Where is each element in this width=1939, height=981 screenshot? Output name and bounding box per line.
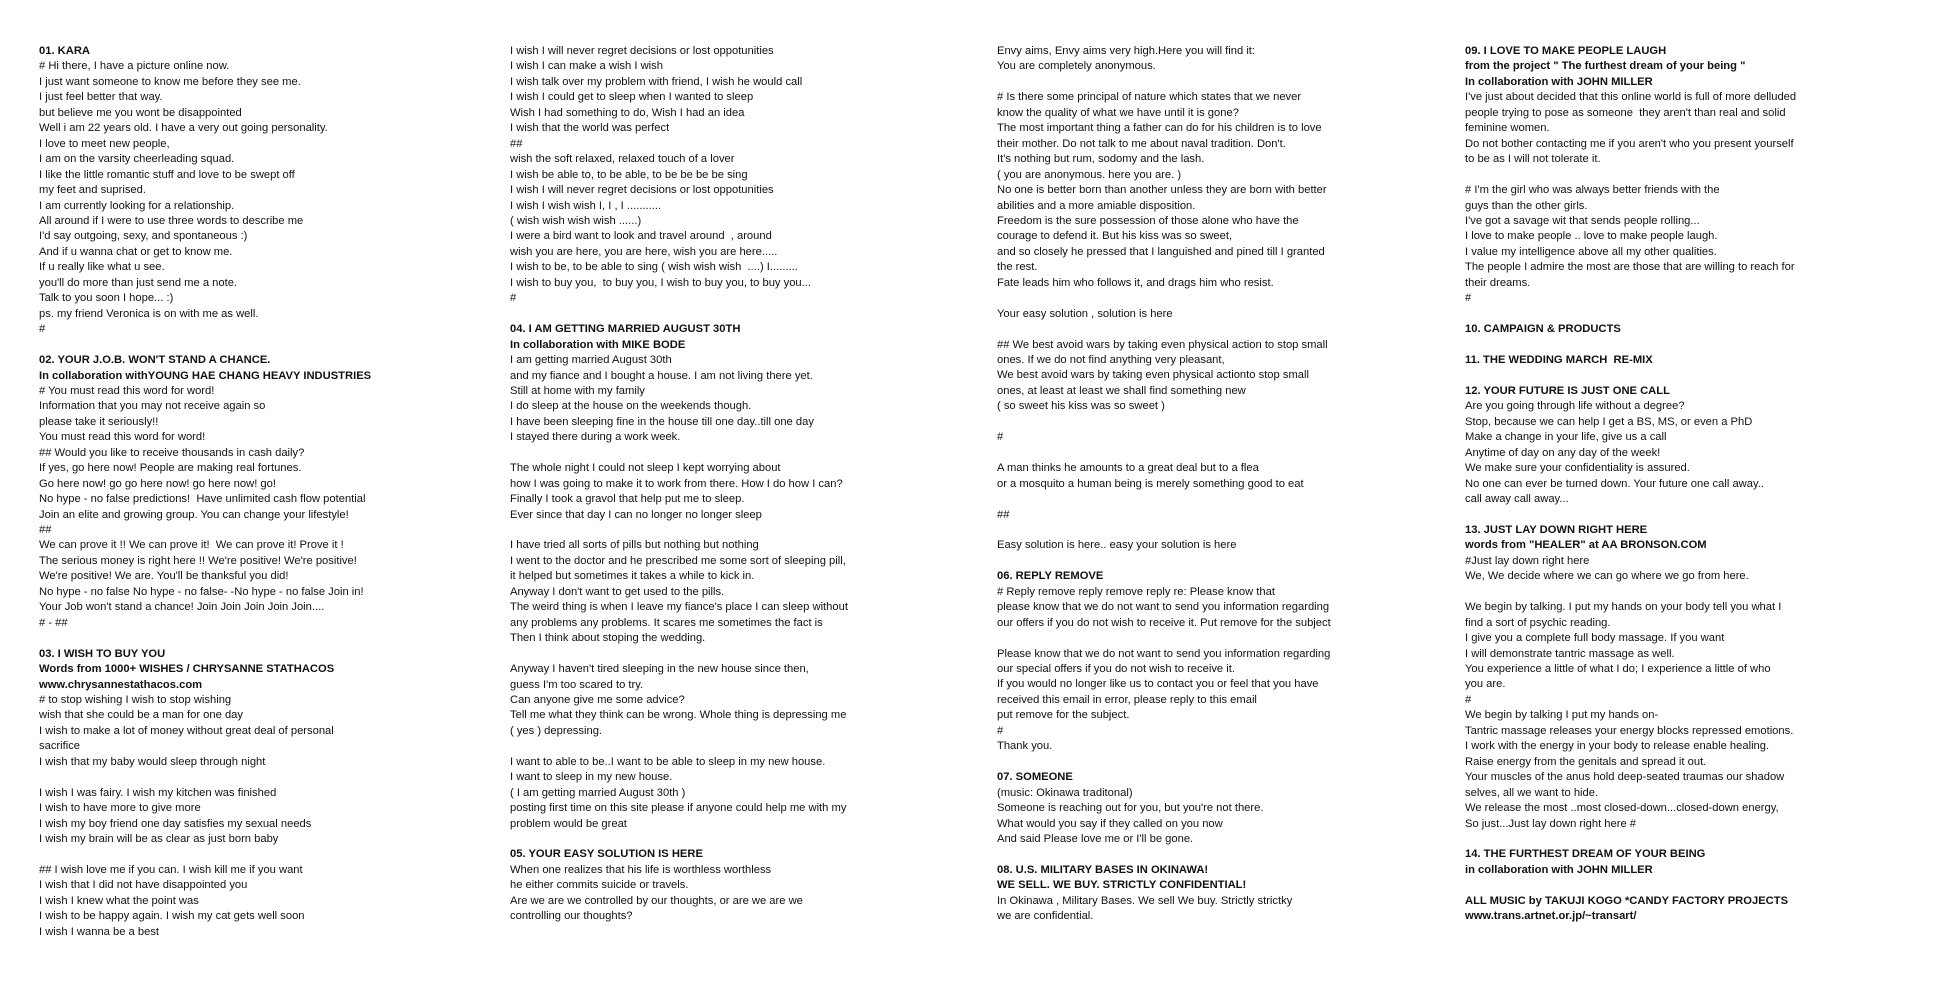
section-title: 01. KARA — [39, 45, 90, 57]
text-line: And said Please love me or I'll be gone. — [997, 832, 1194, 845]
text-line: or a mosquito a human being is merely something good to eat — [997, 477, 1304, 490]
text-line: call away call away... — [1465, 493, 1569, 506]
text-line: I wish I will never regret decisions or lost oppotunities — [510, 184, 774, 197]
text-line: courage to defend it. But his kiss was so sweet, — [997, 230, 1233, 243]
section-title: 02. YOUR J.O.B. WON'T STAND A CHANCE. — [39, 354, 271, 367]
text-line: We can prove it !! We can prove it! We can prove it! Prove it ! — [39, 539, 344, 552]
text-line — [1465, 168, 1910, 183]
text-line: guys than the other girls. — [1465, 199, 1588, 212]
text-line: I stayed there during a work week. — [510, 431, 681, 444]
text-line: ## — [997, 508, 1010, 521]
text-line: We make sure your confidentiality is assured. — [1465, 462, 1690, 475]
text-line — [997, 291, 1369, 306]
text-line — [997, 631, 1369, 646]
text-line: I wish be able to, to be able, to be be be be sing — [510, 168, 748, 181]
text-line: I wish I was fairy. I wish my kitchen was finished — [39, 786, 277, 799]
text-line: I wish I can make a wish I wish — [510, 60, 663, 73]
text-line: And if u wanna chat or get to know me. — [39, 245, 233, 258]
text-line: ones, at least at least we shall find something new — [997, 384, 1246, 397]
text-line: You experience a little of what I do; I experience a little of who — [1465, 663, 1771, 676]
section-title: 11. THE WEDDING MARCH RE-MIX — [1465, 354, 1653, 367]
text-line: controlling our thoughts? — [510, 910, 633, 923]
text-line: our offers if you do not wish to receive it. Put remove for the subject — [997, 616, 1331, 629]
text-line: We begin by talking I put my hands on- — [1465, 709, 1659, 722]
text-line: their mother. Do not talk to me about naval tradition. Don't. — [997, 137, 1286, 150]
text-line: problem would be great — [510, 817, 627, 830]
section — [997, 770, 1369, 847]
text-line: In Okinawa , Military Bases. We sell We buy. Strictly strictky — [997, 894, 1293, 907]
text-line: I wish that I did not have disappointed you — [39, 879, 248, 892]
text-line: I want to able to be..I want to be able to sleep in my new house. — [510, 755, 826, 768]
text-line: abilities and a more amiable disposition. — [997, 199, 1196, 212]
text-line: selves, all we want to hide. — [1465, 786, 1599, 799]
text-line: you'll do more than just send me a note. — [39, 276, 238, 289]
text-line: I am currently looking for a relationship. — [39, 199, 235, 212]
text-line: wish the soft relaxed, relaxed touch of a lover — [510, 153, 735, 166]
text-column-1 — [39, 44, 411, 940]
section-title: 06. REPLY REMOVE — [997, 570, 1104, 583]
section-title: 14. THE FURTHEST DREAM OF YOUR BEING — [1465, 848, 1706, 861]
text-line: # Is there some principal of nature which states that we never — [997, 91, 1302, 104]
section-subtitle: WE SELL. WE BUY. STRICTLY CONFIDENTIAL! — [997, 879, 1247, 892]
text-line: Freedom is the sure possession of those alone who have the — [997, 214, 1299, 227]
text-line: I just want someone to know me before they see me. — [39, 75, 301, 88]
text-line: Then I think about stoping the wedding. — [510, 632, 706, 645]
section — [510, 322, 882, 832]
text-line: We begin by talking. I put my hands on your body tell you what I — [1465, 601, 1782, 614]
text-line — [510, 647, 882, 662]
text-line — [997, 415, 1369, 430]
text-line: I wish my brain will be as clear as just born baby — [39, 833, 279, 846]
text-line: # — [997, 431, 1004, 444]
text-line: We release the most ..most closed-down...closed-down energy, — [1465, 802, 1779, 815]
section-title: 08. U.S. MILITARY BASES IN OKINAWA! — [997, 863, 1209, 876]
section-subtitle: www.trans.artnet.or.jp/~transart/ — [1465, 910, 1637, 923]
text-line: The most important thing a father can do for his children is to love — [997, 122, 1322, 135]
section-title: 09. I LOVE TO MAKE PEOPLE LAUGH — [1465, 45, 1667, 57]
text-line: Make a change in your life, give us a call — [1465, 431, 1667, 444]
text-line: Go here now! go go here now! go here now! go! — [39, 477, 276, 490]
section — [1465, 894, 1910, 925]
text-line: Your Job won't stand a chance! Join Join Join Join Join.... — [39, 601, 325, 614]
text-line: What would you say if they called on you now — [997, 817, 1223, 830]
section — [1465, 523, 1910, 832]
text-line: ( you are anonymous. here you are. ) — [997, 168, 1182, 181]
text-line: A man thinks he amounts to a great deal but to a flea — [997, 462, 1259, 475]
text-line: we are confidential. — [997, 910, 1094, 923]
text-line: Please know that we do not want to send you information regarding — [997, 647, 1331, 660]
text-line — [997, 492, 1369, 507]
text-line: The people I admire the most are those that are willing to reach for — [1465, 261, 1795, 274]
text-line: We best avoid wars by taking even physical actionto stop small — [997, 369, 1309, 382]
text-line: We, We decide where we can go where we go from here. — [1465, 570, 1749, 583]
text-line: I have been sleeping fine in the house till one day..till one day — [510, 415, 814, 428]
text-line: If yes, go here now! People are making real fortunes. — [39, 462, 302, 475]
text-line: sacrifice — [39, 740, 81, 753]
text-line: # Hi there, I have a picture online now. — [39, 60, 230, 73]
text-line: You are completely anonymous. — [997, 60, 1156, 73]
text-line: I went to the doctor and he prescribed me some sort of sleeping pill, — [510, 554, 846, 567]
section-subtitle: words from "HEALER" at AA BRONSON.COM — [1465, 539, 1707, 552]
text-line: Tantric massage releases your energy blocks repressed emotions. — [1465, 724, 1794, 737]
text-line: No one can ever be turned down. Your future one call away.. — [1465, 477, 1764, 490]
text-line: Are you going through life without a degree? — [1465, 400, 1685, 413]
text-line: I am on the varsity cheerleading squad. — [39, 153, 235, 166]
text-line — [510, 739, 882, 754]
text-line: If you would no longer like us to contact you or feel that you have — [997, 678, 1319, 691]
text-line: If u really like what u see. — [39, 261, 165, 274]
text-line: Anyway I haven't tired sleeping in the new house since then, — [510, 663, 809, 676]
text-line: how I was going to make it to work from there. How I do how I can? — [510, 477, 843, 490]
text-line: he either commits suicide or travels. — [510, 879, 689, 892]
text-line — [997, 446, 1369, 461]
text-line: Ever since that day I can no longer no longer sleep — [510, 508, 762, 521]
text-line: I wish that the world was perfect — [510, 122, 670, 135]
section — [510, 44, 882, 307]
section-subtitle: In collaboration withYOUNG HAE CHANG HEAVY INDUSTRIES — [39, 369, 372, 382]
text-line: people trying to pose as someone they aren't than real and solid — [1465, 106, 1786, 119]
text-line: I just feel better that way. — [39, 91, 163, 104]
text-line: I value my intelligence above all my other qualities. — [1465, 245, 1717, 258]
text-line: Well i am 22 years old. I have a very out going personality. — [39, 122, 328, 135]
text-line: find a sort of psychic reading. — [1465, 616, 1611, 629]
text-line: Finally I took a gravol that help put me to sleep. — [510, 493, 745, 506]
section-subtitle: www.chrysannestathacos.com — [39, 678, 203, 691]
text-line: Your easy solution , solution is here — [997, 307, 1173, 320]
text-line: Wish I had something to do, Wish I had an idea — [510, 106, 745, 119]
text-line: # — [1465, 693, 1472, 706]
text-line: please take it seriously!! — [39, 415, 159, 428]
text-line: guess I'm too scared to try. — [510, 678, 644, 691]
text-line: I do sleep at the house on the weekends though. — [510, 400, 752, 413]
text-line: #Just lay down right here — [1465, 554, 1590, 567]
text-line: The whole night I could not sleep I kept worrying about — [510, 462, 781, 475]
text-line: Stop, because we can help I get a BS, MS, or even a PhD — [1465, 415, 1753, 428]
text-line: the rest. — [997, 261, 1038, 274]
text-line: I were a bird want to look and travel around , around — [510, 230, 772, 243]
text-line: I love to make people .. love to make people laugh. — [1465, 230, 1718, 243]
text-line: # — [1465, 292, 1472, 305]
section-title: 12. YOUR FUTURE IS JUST ONE CALL — [1465, 384, 1670, 397]
text-line: and my fiance and I bought a house. I am not living there yet. — [510, 369, 813, 382]
text-line: You must read this word for word! — [39, 431, 206, 444]
text-line: received this email in error, please reply to this email — [997, 693, 1257, 706]
section-title: 03. I WISH TO BUY YOU — [39, 647, 166, 660]
text-line: put remove for the subject. — [997, 709, 1130, 722]
text-line: Can anyone give me some advice? — [510, 693, 685, 706]
text-line: # to stop wishing I wish to stop wishing — [39, 694, 232, 706]
text-line — [510, 446, 882, 461]
text-line: I have tried all sorts of pills but nothing but nothing — [510, 539, 759, 552]
text-line: ( so sweet his kiss was so sweet ) — [997, 400, 1165, 413]
text-line: No one is better born than another unless they are born with better — [997, 184, 1327, 197]
text-line: wish you are here, you are here, wish you are here..... — [510, 245, 778, 258]
text-line: ## — [510, 137, 523, 150]
text-line: I wish my boy friend one day satisfies my sexual needs — [39, 817, 312, 830]
text-line: Join an elite and growing group. You can change your lifestyle! — [39, 508, 349, 521]
text-line: to be as I will not tolerate it. — [1465, 153, 1601, 166]
text-line: I've got a savage wit that sends people rolling... — [1465, 214, 1700, 227]
text-line — [1465, 585, 1910, 600]
section-subtitle: ALL MUSIC by TAKUJI KOGO *CANDY FACTORY PROJECTS — [1465, 894, 1789, 907]
text-line: you are. — [1465, 678, 1506, 691]
text-line: I wish I wanna be a best — [39, 925, 160, 938]
text-line: # — [997, 724, 1004, 737]
text-line: I've just about decided that this online world is full of more delluded — [1465, 91, 1797, 104]
text-line: # - ## — [39, 616, 68, 629]
text-line: and so closely he pressed that I languished and pined till I granted — [997, 245, 1325, 258]
text-line: any problems any problems. It scares me sometimes the fact is — [510, 616, 823, 629]
text-line: (music: Okinawa traditonal) — [997, 786, 1133, 799]
text-line: # — [39, 323, 46, 336]
text-line: feminine women. — [1465, 122, 1550, 135]
section — [510, 847, 882, 924]
text-line: I will demonstrate tantric massage as well. — [1465, 647, 1675, 660]
text-line: # Reply remove reply remove reply re: Please know that — [997, 585, 1275, 598]
text-line: All around if I were to use three words to describe me — [39, 214, 304, 227]
text-line: Information that you may not receive again so — [39, 400, 266, 413]
text-line: # I'm the girl who was always better friends with the — [1465, 184, 1720, 197]
text-line: I wish to make a lot of money without great deal of personal — [39, 724, 334, 737]
text-line: Anytime of day on any day of the week! — [1465, 446, 1661, 459]
section — [997, 863, 1369, 925]
text-line — [997, 322, 1369, 337]
section — [1465, 847, 1910, 878]
text-line: ps. my friend Veronica is on with me as well. — [39, 307, 259, 320]
section-title: 05. YOUR EASY SOLUTION IS HERE — [510, 848, 703, 861]
text-line: but believe me you wont be disappointed — [39, 106, 242, 119]
section-title: 04. I AM GETTING MARRIED AUGUST 30TH — [510, 323, 741, 336]
text-line: ( wish wish wish wish ......) — [510, 214, 642, 227]
text-line — [510, 523, 882, 538]
section — [997, 44, 1369, 554]
text-line: We're positive! We are. You'll be thanksful you did! — [39, 570, 289, 583]
text-line: I wish talk over my problem with friend, I wish he would call — [510, 75, 803, 88]
text-line: I give you a complete full body massage. If you want — [1465, 632, 1725, 645]
text-line: please know that we do not want to send you information regarding — [997, 601, 1330, 614]
section-subtitle: from the project " The furthest dream of your being " — [1465, 60, 1746, 73]
section-subtitle: in collaboration with JOHN MILLER — [1465, 863, 1653, 876]
text-line: wish that she could be a man for one day — [39, 709, 243, 722]
text-line — [997, 523, 1369, 538]
section — [39, 647, 411, 941]
text-line — [39, 770, 411, 785]
section-title: 07. SOMEONE — [997, 771, 1073, 784]
text-line: Talk to you soon I hope... :) — [39, 292, 174, 305]
section-title: 13. JUST LAY DOWN RIGHT HERE — [1465, 523, 1648, 536]
text-line: The serious money is right here !! We're positive! We're positive! — [39, 554, 357, 567]
text-line: ( yes ) depressing. — [510, 724, 603, 737]
text-line: Envy aims, Envy aims very high.Here you will find it: — [997, 45, 1256, 57]
text-line: our special offers if you do not wish to receive it. — [997, 662, 1235, 675]
text-line: Thank you. — [997, 740, 1053, 753]
text-line: I wish to buy you, to buy you, I wish to buy you, to buy you... — [510, 276, 811, 289]
text-line: ## I wish love me if you can. I wish kill me if you want — [39, 863, 303, 876]
text-line: I am getting married August 30th — [510, 354, 672, 367]
text-line: I wish to be, to be able to sing ( wish wish wish ....) I......... — [510, 261, 798, 274]
text-line: my feet and suprised. — [39, 184, 146, 197]
text-line: I'd say outgoing, sexy, and spontaneous :) — [39, 230, 248, 243]
text-line: I wish I will never regret decisions or lost oppotunities — [510, 45, 774, 57]
section — [1465, 322, 1910, 337]
text-line: Do not bother contacting me if you aren't who you present yourself — [1465, 137, 1794, 150]
section — [1465, 44, 1910, 307]
text-line: Still at home with my family — [510, 384, 645, 397]
text-line: Anyway I don't want to get used to the pills. — [510, 585, 725, 598]
section — [39, 353, 411, 631]
text-line: It's nothing but rum, sodomy and the lash. — [997, 153, 1205, 166]
text-line: Someone is reaching out for you, but you're not there. — [997, 802, 1264, 815]
section-title: 10. CAMPAIGN & PRODUCTS — [1465, 323, 1621, 336]
text-line: I like the little romantic stuff and love to be swept off — [39, 168, 295, 181]
text-line — [39, 848, 411, 863]
text-column-4 — [1465, 44, 1910, 925]
text-line: I work with the energy in your body to release enable healing. — [1465, 740, 1770, 753]
section-subtitle: In collaboration with JOHN MILLER — [1465, 75, 1653, 88]
text-line: I want to sleep in my new house. — [510, 771, 673, 784]
text-line: I wish I could get to sleep when I wanted to sleep — [510, 91, 754, 104]
text-line: Tell me what they think can be wrong. Whole thing is depressing me — [510, 709, 847, 722]
text-line: The weird thing is when I leave my fiance's place I can sleep without — [510, 601, 848, 614]
text-line: know the quality of what we have until it is gone? — [997, 106, 1239, 119]
section — [1465, 353, 1910, 368]
text-line: ## We best avoid wars by taking even physical action to stop small — [997, 338, 1328, 351]
text-line: Easy solution is here.. easy your solution is here — [997, 539, 1237, 552]
section-subtitle: Words from 1000+ WISHES / CHRYSANNE STATHACOS — [39, 663, 335, 676]
text-line: I wish that my baby would sleep through night — [39, 755, 266, 768]
text-line: Fate leads him who follows it, and drags him who resist. — [997, 276, 1274, 289]
text-line: ## Would you like to receive thousands in cash daily? — [39, 446, 305, 459]
text-line: ## — [39, 524, 52, 537]
section — [39, 44, 411, 338]
text-line: When one realizes that his life is worthless worthless — [510, 863, 772, 876]
text-line: # — [510, 292, 517, 305]
text-line: ones. If we do not find anything very pleasant, — [997, 354, 1225, 367]
text-line: posting first time on this site please if anyone could help me with my — [510, 802, 847, 815]
text-line: So just...Just lay down right here # — [1465, 817, 1637, 830]
text-line: I love to meet new people, — [39, 137, 170, 150]
text-line: their dreams. — [1465, 276, 1531, 289]
text-column-2 — [510, 44, 882, 925]
section — [1465, 384, 1910, 508]
text-line: it helped but sometimes it takes a while to kick in. — [510, 570, 755, 583]
text-line: ( I am getting married August 30th ) — [510, 786, 686, 799]
text-line: # You must read this word for word! — [39, 384, 215, 397]
text-line: I wish I knew what the point was — [39, 894, 199, 907]
section — [997, 569, 1369, 754]
text-line: No hype - no false No hype - no false- -No hype - no false Join in! — [39, 585, 364, 598]
text-line — [997, 75, 1369, 90]
text-line: Raise energy from the genitals and spread it out. — [1465, 755, 1707, 768]
text-column-3 — [997, 44, 1369, 925]
text-line: No hype - no false predictions! Have unlimited cash flow potential — [39, 493, 366, 506]
text-line: Are we are we controlled by our thoughts, or are we are we — [510, 894, 803, 907]
text-line: I wish I wish wish I, I , I ........... — [510, 199, 662, 212]
section-subtitle: In collaboration with MIKE BODE — [510, 338, 686, 351]
text-line: I wish to have more to give more — [39, 802, 201, 815]
text-line: I wish to be happy again. I wish my cat gets well soon — [39, 910, 305, 923]
text-line: Your muscles of the anus hold deep-seated traumas our shadow — [1465, 771, 1785, 784]
